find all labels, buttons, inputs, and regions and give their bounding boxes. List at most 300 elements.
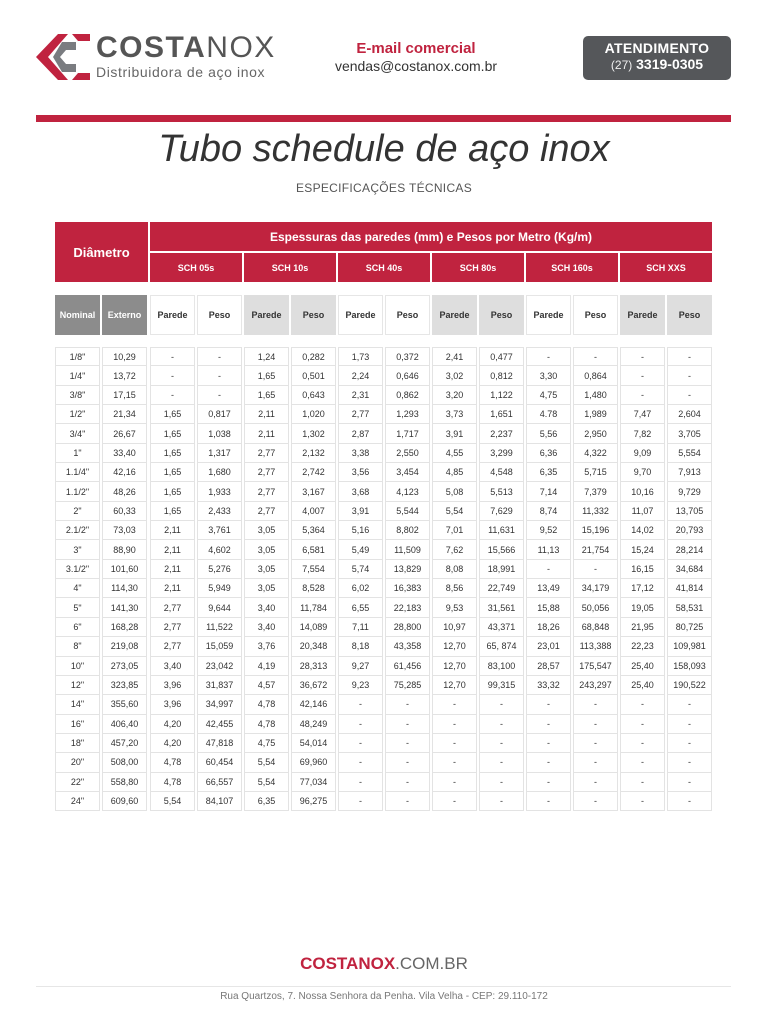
table-cell: 2,77: [150, 598, 195, 617]
table-cell: -: [432, 695, 477, 714]
table-cell: 109,981: [667, 637, 712, 656]
table-cell: 41,814: [667, 579, 712, 598]
table-cell: 5,56: [526, 424, 571, 443]
table-cell: -: [620, 773, 665, 792]
table-cell: 69,960: [291, 753, 336, 772]
table-cell: 47,818: [197, 734, 242, 753]
column-subheader: Peso: [667, 295, 712, 335]
table-cell: 28,800: [385, 618, 430, 637]
table-cell: 3,40: [244, 618, 289, 637]
table-cell: 3,05: [244, 560, 289, 579]
table-cell: 3,299: [479, 444, 524, 463]
table-cell: 3,167: [291, 482, 336, 501]
table-cell: 2,77: [244, 444, 289, 463]
table-cell: 0,477: [479, 347, 524, 366]
table-cell: 6,55: [338, 598, 383, 617]
table-cell: 17,12: [620, 579, 665, 598]
table-cell: 20,348: [291, 637, 336, 656]
table-row: [55, 598, 712, 617]
table-cell: 1,038: [197, 424, 242, 443]
table-row: [55, 792, 712, 811]
table-row: [55, 540, 712, 559]
table-cell: 18": [55, 734, 100, 753]
table-cell: 26,67: [102, 424, 147, 443]
page-title: Tubo schedule de aço inox: [158, 128, 610, 170]
table-cell: 80,725: [667, 618, 712, 637]
email-address-link[interactable]: vendas@costanox.com.br: [334, 58, 498, 74]
table-cell: 8,528: [291, 579, 336, 598]
table-cell: 3,96: [150, 676, 195, 695]
table-cell: 1,73: [338, 347, 383, 366]
table-cell: 1,651: [479, 405, 524, 424]
table-cell: 43,371: [479, 618, 524, 637]
table-cell: 355,60: [102, 695, 147, 714]
column-subheader: Parede: [150, 295, 195, 335]
table-cell: 9,27: [338, 657, 383, 676]
table-cell: 4,57: [244, 676, 289, 695]
table-cell: 1,65: [244, 366, 289, 385]
table-cell: 8,08: [432, 560, 477, 579]
table-cell: 4.78: [526, 405, 571, 424]
table-cell: 10": [55, 657, 100, 676]
table-cell: 33,32: [526, 676, 571, 695]
table-cell: 3": [55, 540, 100, 559]
column-subheader: Peso: [479, 295, 524, 335]
table-cell: 54,014: [291, 734, 336, 753]
table-cell: 43,358: [385, 637, 430, 656]
table-cell: 2,41: [432, 347, 477, 366]
table-cell: 68,848: [573, 618, 618, 637]
table-cell: 7,11: [338, 618, 383, 637]
table-cell: 0,646: [385, 366, 430, 385]
table-cell: -: [526, 753, 571, 772]
table-cell: 3,705: [667, 424, 712, 443]
table-cell: 7,01: [432, 521, 477, 540]
table-cell: 3,68: [338, 482, 383, 501]
table-cell: -: [479, 753, 524, 772]
table-cell: 31,561: [479, 598, 524, 617]
table-cell: 58,531: [667, 598, 712, 617]
table-cell: 65, 874: [479, 637, 524, 656]
table-cell: -: [526, 715, 571, 734]
table-cell: 558,80: [102, 773, 147, 792]
table-cell: 75,285: [385, 676, 430, 695]
table-cell: -: [526, 773, 571, 792]
table-cell: 4,78: [150, 773, 195, 792]
table-cell: 1,65: [244, 386, 289, 405]
table-cell: 3,96: [150, 695, 195, 714]
table-cell: 2,132: [291, 444, 336, 463]
table-cell: 1.1/2": [55, 482, 100, 501]
table-cell: 175,547: [573, 657, 618, 676]
table-cell: 77,034: [291, 773, 336, 792]
table-cell: -: [338, 695, 383, 714]
atendimento-box[interactable]: [583, 36, 731, 80]
table-cell: 6,35: [526, 463, 571, 482]
table-cell: 9,644: [197, 598, 242, 617]
table-cell: 22,183: [385, 598, 430, 617]
table-cell: 508,00: [102, 753, 147, 772]
table-cell: 5,16: [338, 521, 383, 540]
table-cell: 2,237: [479, 424, 524, 443]
table-cell: 1,293: [385, 405, 430, 424]
table-cell: 28,313: [291, 657, 336, 676]
table-cell: 3,05: [244, 540, 289, 559]
table-cell: -: [479, 734, 524, 753]
table-cell: -: [432, 715, 477, 734]
table-cell: 1,933: [197, 482, 242, 501]
table-cell: 20,793: [667, 521, 712, 540]
table-cell: -: [385, 773, 430, 792]
table-cell: -: [667, 734, 712, 753]
table-cell: -: [620, 715, 665, 734]
table-cell: 24": [55, 792, 100, 811]
table-cell: -: [620, 734, 665, 753]
table-cell: 4,548: [479, 463, 524, 482]
table-cell: 0,501: [291, 366, 336, 385]
table-cell: 1,480: [573, 386, 618, 405]
table-cell: 96,275: [291, 792, 336, 811]
table-cell: 2,11: [244, 424, 289, 443]
table-cell: 6,35: [244, 792, 289, 811]
table-cell: 190,522: [667, 676, 712, 695]
table-cell: 8,74: [526, 502, 571, 521]
footer-brand-bold: COSTANOX: [300, 954, 396, 973]
table-cell: 4,20: [150, 734, 195, 753]
table-cell: -: [620, 753, 665, 772]
espessuras-header: Espessuras das paredes (mm) e Pesos por Metro (Kg/m): [150, 222, 712, 251]
table-cell: 2,742: [291, 463, 336, 482]
table-cell: 11,509: [385, 540, 430, 559]
table-cell: 113,388: [573, 637, 618, 656]
table-cell: 5,54: [432, 502, 477, 521]
table-cell: 8,18: [338, 637, 383, 656]
table-cell: 19,05: [620, 598, 665, 617]
schedule-header: SCH 10s: [244, 253, 336, 282]
table-cell: 4,123: [385, 482, 430, 501]
table-cell: 7,62: [432, 540, 477, 559]
table-cell: 11,784: [291, 598, 336, 617]
table-cell: -: [667, 715, 712, 734]
table-cell: 2,11: [150, 521, 195, 540]
table-cell: 61,456: [385, 657, 430, 676]
table-cell: 6": [55, 618, 100, 637]
header-divider: [36, 115, 731, 122]
email-title: E-mail comercial: [356, 40, 476, 57]
table-cell: -: [526, 792, 571, 811]
table-cell: 12,70: [432, 637, 477, 656]
table-cell: -: [338, 753, 383, 772]
table-cell: 4,007: [291, 502, 336, 521]
table-cell: 1,65: [150, 463, 195, 482]
table-row: [55, 753, 712, 772]
diametro-header: Diâmetro: [55, 222, 148, 282]
table-cell: 4,78: [150, 753, 195, 772]
table-cell: 2,87: [338, 424, 383, 443]
table-cell: 114,30: [102, 579, 147, 598]
table-cell: 42,146: [291, 695, 336, 714]
table-cell: 2,11: [150, 540, 195, 559]
column-subheader: Peso: [197, 295, 242, 335]
table-cell: 457,20: [102, 734, 147, 753]
table-cell: 1,65: [150, 405, 195, 424]
table-cell: 1,65: [150, 482, 195, 501]
table-cell: 21,754: [573, 540, 618, 559]
table-cell: 21,34: [102, 405, 147, 424]
table-cell: -: [667, 366, 712, 385]
table-cell: 10,29: [102, 347, 147, 366]
table-cell: 2,77: [244, 463, 289, 482]
table-cell: 7,554: [291, 560, 336, 579]
table-cell: -: [667, 773, 712, 792]
table-cell: -: [526, 560, 571, 579]
table-cell: 2": [55, 502, 100, 521]
table-cell: -: [573, 347, 618, 366]
table-cell: 3,40: [244, 598, 289, 617]
table-cell: 0,282: [291, 347, 336, 366]
table-cell: -: [479, 715, 524, 734]
table-cell: 60,33: [102, 502, 147, 521]
table-cell: -: [197, 347, 242, 366]
table-cell: 4,602: [197, 540, 242, 559]
table-cell: 2,77: [244, 482, 289, 501]
table-cell: 3,38: [338, 444, 383, 463]
table-cell: 7,629: [479, 502, 524, 521]
table-cell: 16,383: [385, 579, 430, 598]
table-cell: 2,77: [338, 405, 383, 424]
column-subheader: Parede: [338, 295, 383, 335]
table-cell: 99,315: [479, 676, 524, 695]
column-subheaders: [55, 295, 712, 335]
table-cell: -: [620, 695, 665, 714]
table-cell: 33,40: [102, 444, 147, 463]
table-cell: 34,179: [573, 579, 618, 598]
table-cell: 14": [55, 695, 100, 714]
table-cell: -: [573, 734, 618, 753]
table-cell: -: [526, 347, 571, 366]
table-cell: -: [573, 773, 618, 792]
table-cell: 18,991: [479, 560, 524, 579]
table-cell: 34,684: [667, 560, 712, 579]
table-cell: 83,100: [479, 657, 524, 676]
table-cell: 2,11: [244, 405, 289, 424]
table-cell: -: [667, 695, 712, 714]
brand-name-light: NOX: [206, 31, 276, 64]
table-cell: -: [385, 792, 430, 811]
table-cell: -: [150, 366, 195, 385]
table-cell: -: [573, 695, 618, 714]
table-cell: 12,70: [432, 657, 477, 676]
table-cell: 5,544: [385, 502, 430, 521]
table-cell: 2,950: [573, 424, 618, 443]
table-cell: 9,23: [338, 676, 383, 695]
table-cell: 10,16: [620, 482, 665, 501]
table-cell: 3,73: [432, 405, 477, 424]
table-row: [55, 695, 712, 714]
table-cell: 15,566: [479, 540, 524, 559]
table-row: [55, 734, 712, 753]
table-cell: 1,020: [291, 405, 336, 424]
table-cell: 1,317: [197, 444, 242, 463]
table-cell: 11,522: [197, 618, 242, 637]
table-row: [55, 502, 712, 521]
table-cell: 11,13: [526, 540, 571, 559]
table-cell: 5,513: [479, 482, 524, 501]
table-cell: -: [432, 734, 477, 753]
brand-tagline: Distribuidora de aço inox: [96, 64, 266, 80]
table-cell: 12": [55, 676, 100, 695]
table-cell: 6,36: [526, 444, 571, 463]
table-cell: -: [573, 753, 618, 772]
column-subheader: Peso: [291, 295, 336, 335]
table-cell: 3,05: [244, 521, 289, 540]
table-cell: 4,322: [573, 444, 618, 463]
table-cell: 4,55: [432, 444, 477, 463]
table-cell: 1": [55, 444, 100, 463]
table-cell: 3,30: [526, 366, 571, 385]
table-cell: 2,11: [150, 579, 195, 598]
schedule-header: SCH XXS: [620, 253, 712, 282]
table-cell: 21,95: [620, 618, 665, 637]
table-cell: 1/4": [55, 366, 100, 385]
table-cell: 9,53: [432, 598, 477, 617]
table-cell: -: [526, 734, 571, 753]
table-cell: 2.1/2": [55, 521, 100, 540]
table-cell: 5,74: [338, 560, 383, 579]
table-cell: -: [150, 386, 195, 405]
table-cell: 2,604: [667, 405, 712, 424]
table-row: [55, 386, 712, 405]
table-cell: -: [197, 386, 242, 405]
table-cell: -: [338, 734, 383, 753]
table-cell: 28,57: [526, 657, 571, 676]
table-cell: 0,643: [291, 386, 336, 405]
table-cell: 1,717: [385, 424, 430, 443]
table-cell: 28,214: [667, 540, 712, 559]
table-cell: 13,705: [667, 502, 712, 521]
table-row: [55, 482, 712, 501]
table-cell: 158,093: [667, 657, 712, 676]
table-row: [55, 618, 712, 637]
table-cell: -: [526, 695, 571, 714]
column-subheader: Peso: [573, 295, 618, 335]
table-cell: 1,302: [291, 424, 336, 443]
table-cell: -: [479, 792, 524, 811]
table-row: [55, 637, 712, 656]
table-cell: 11,07: [620, 502, 665, 521]
table-cell: 2,77: [150, 637, 195, 656]
table-cell: 3/4": [55, 424, 100, 443]
table-cell: 0,817: [197, 405, 242, 424]
table-cell: 42,455: [197, 715, 242, 734]
schedule-header: SCH 40s: [338, 253, 430, 282]
table-row: [55, 366, 712, 385]
table-row: [55, 521, 712, 540]
table-cell: 22": [55, 773, 100, 792]
table-cell: 0,372: [385, 347, 430, 366]
table-cell: 5,364: [291, 521, 336, 540]
table-cell: 73,03: [102, 521, 147, 540]
page-subtitle: ESPECIFICAÇÕES TÉCNICAS: [295, 181, 473, 195]
table-cell: 219,08: [102, 637, 147, 656]
phone-ddd: (27): [610, 58, 633, 72]
table-cell: 3,76: [244, 637, 289, 656]
footer-divider: [36, 986, 731, 987]
table-row: [55, 657, 712, 676]
table-cell: 3,454: [385, 463, 430, 482]
table-cell: 3.1/2": [55, 560, 100, 579]
table-cell: 0,812: [479, 366, 524, 385]
table-cell: 4,85: [432, 463, 477, 482]
table-cell: 15,059: [197, 637, 242, 656]
table-cell: 11,332: [573, 502, 618, 521]
table-row: [55, 463, 712, 482]
table-cell: 0,864: [573, 366, 618, 385]
table-cell: 7,82: [620, 424, 665, 443]
table-cell: 4,20: [150, 715, 195, 734]
table-row: [55, 424, 712, 443]
table-cell: 243,297: [573, 676, 618, 695]
table-cell: 1.1/4": [55, 463, 100, 482]
table-cell: -: [432, 773, 477, 792]
table-cell: 1,122: [479, 386, 524, 405]
table-cell: 2,31: [338, 386, 383, 405]
table-cell: -: [385, 715, 430, 734]
table-row: [55, 773, 712, 792]
table-cell: 1/2": [55, 405, 100, 424]
table-cell: 5,08: [432, 482, 477, 501]
table-cell: 15,196: [573, 521, 618, 540]
table-cell: 609,60: [102, 792, 147, 811]
table-cell: 1,65: [150, 444, 195, 463]
column-subheader: Nominal: [55, 295, 100, 335]
table-row: [55, 405, 712, 424]
table-cell: 323,85: [102, 676, 147, 695]
table-cell: 406,40: [102, 715, 147, 734]
table-cell: 3,20: [432, 386, 477, 405]
column-subheader: Parede: [526, 295, 571, 335]
table-cell: 1,989: [573, 405, 618, 424]
table-cell: 16": [55, 715, 100, 734]
table-cell: 23,01: [526, 637, 571, 656]
table-cell: 273,05: [102, 657, 147, 676]
table-row: [55, 444, 712, 463]
table-cell: 5": [55, 598, 100, 617]
table-cell: 14,02: [620, 521, 665, 540]
table-cell: 3,761: [197, 521, 242, 540]
table-cell: 2,77: [244, 502, 289, 521]
footer-brand[interactable]: [0, 954, 768, 974]
table-cell: 5,715: [573, 463, 618, 482]
table-header: [55, 222, 712, 282]
column-subheader: Parede: [432, 295, 477, 335]
email-block: [326, 40, 506, 74]
table-cell: -: [385, 753, 430, 772]
table-cell: 2,24: [338, 366, 383, 385]
table-row: [55, 715, 712, 734]
table-cell: 7,14: [526, 482, 571, 501]
table-cell: -: [667, 347, 712, 366]
schedule-header: SCH 05s: [150, 253, 242, 282]
table-cell: 25,40: [620, 657, 665, 676]
table-cell: 84,107: [197, 792, 242, 811]
table-cell: 4,19: [244, 657, 289, 676]
costanox-logo-icon: [36, 34, 90, 80]
table-cell: 1,24: [244, 347, 289, 366]
table-cell: 36,672: [291, 676, 336, 695]
table-cell: -: [479, 773, 524, 792]
table-cell: 13,49: [526, 579, 571, 598]
